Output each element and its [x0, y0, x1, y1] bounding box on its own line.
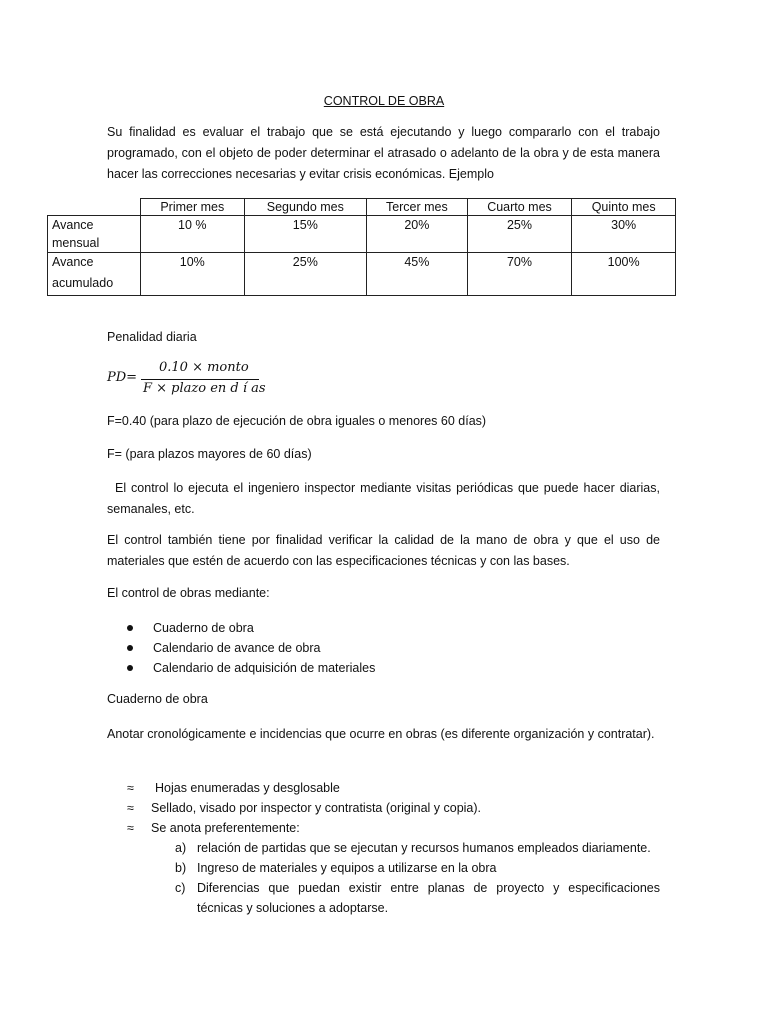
table-cell: 30%: [572, 216, 676, 253]
list-item: [127, 658, 375, 678]
table-cell: 20%: [367, 216, 468, 253]
mediante-heading: El control de obras mediante:: [107, 586, 270, 600]
table-cell: 100%: [572, 253, 676, 296]
cuaderno-heading: Cuaderno de obra: [107, 692, 208, 706]
table-cell: 10 %: [141, 216, 245, 253]
approx-icon: ≈: [127, 821, 134, 835]
approx-icon: ≈: [127, 801, 134, 815]
table-header: Tercer mes: [367, 199, 468, 216]
table-row: [48, 253, 676, 296]
table-cell: 25%: [244, 253, 366, 296]
list-item: [127, 638, 375, 658]
row-label-line: acumulado: [52, 276, 114, 290]
table-row: [48, 216, 676, 253]
list-item: [127, 798, 481, 818]
list-item-text: Sellado, visado por inspector y contratista (original y copia).: [151, 801, 482, 815]
table-cell: 70%: [467, 253, 572, 296]
row-label-line: mensual: [52, 236, 100, 250]
list-item-text: relación de partidas que se ejecutan y recursos humanos empleados diariamente.: [197, 841, 651, 855]
approx-icon: ≈: [127, 781, 134, 795]
formula-lhs: PD=: [107, 370, 138, 385]
table-cell: 25%: [467, 216, 572, 253]
list-item-text: Calendario de adquisición de materiales: [153, 661, 376, 675]
row-label: [48, 253, 141, 296]
progress-table: [47, 198, 676, 296]
list-item-text: Hojas enumeradas y desglosable: [155, 781, 340, 795]
table-header-row: [48, 199, 676, 216]
list-label: c): [175, 881, 186, 895]
table-cell: 10%: [141, 253, 245, 296]
intro-paragraph: Su finalidad es evaluar el trabajo que se está ejecutando y luego compararlo con el trabajo programado, con el objeto de poder determinar el atrasado o adelanto de la obra y de esta manera hacer las correcciones necesarias y evitar crisis económicas. Ejemplo: [107, 125, 660, 181]
list-item-text: Calendario de avance de obra: [153, 641, 321, 655]
list-item-text: Ingreso de materiales y equipos a utilizarse en la obra: [197, 861, 497, 875]
control-paragraph-1: El control lo ejecuta el ingeniero inspector mediante visitas periódicas que puede hacer diarias, semanales, etc.: [107, 481, 660, 516]
table-cell: 45%: [367, 253, 468, 296]
row-label-line: Avance: [52, 218, 94, 232]
penalidad-heading: Penalidad diaria: [107, 330, 197, 344]
row-label-line: Avance: [52, 255, 94, 269]
list-label: b): [175, 861, 187, 875]
formula-denominator: F × plazo en d í as: [143, 381, 266, 396]
control-paragraph-2: El control también tiene por finalidad verificar la calidad de la mano de obra y que el uso de materiales que estén de acuerdo con las especificaciones técnicas y con las bases.: [107, 533, 660, 568]
fraction-bar: [141, 379, 259, 380]
approx-list: [127, 778, 481, 838]
sub-list: [175, 838, 660, 918]
formula-numerator: 0.10 × monto: [159, 360, 249, 375]
table-header: Quinto mes: [572, 199, 676, 216]
list-item: [175, 838, 660, 858]
page-title: CONTROL DE OBRA: [323, 94, 445, 108]
row-label: [48, 216, 141, 253]
anotar-paragraph: Anotar cronológicamente e incidencias que ocurre en obras (es diferente organización y contratar).: [107, 727, 655, 741]
list-item: [175, 878, 660, 918]
f-line-1: F=0.40 (para plazo de ejecución de obra iguales o menores 60 días): [107, 414, 487, 428]
list-item-text: Cuaderno de obra: [153, 621, 254, 635]
table-header: Primer mes: [141, 199, 245, 216]
list-item-text: Diferencias que puedan existir entre planas de proyecto y especificaciones técnicas y soluciones a adoptarse.: [197, 881, 660, 915]
table-cell: 15%: [244, 216, 366, 253]
bullet-icon: [127, 645, 133, 651]
list-item: [127, 818, 481, 838]
bullet-list: [127, 618, 375, 678]
table-header: Segundo mes: [244, 199, 366, 216]
list-item: [127, 618, 375, 638]
list-item-text: Se anota preferentemente:: [151, 821, 300, 835]
bullet-icon: [127, 665, 133, 671]
f-line-2: F= (para plazos mayores de 60 días): [107, 447, 312, 461]
table-header: Cuarto mes: [467, 199, 572, 216]
table-corner-cell: [48, 199, 141, 216]
bullet-icon: [127, 625, 133, 631]
list-item: [127, 778, 481, 798]
list-item: [175, 858, 660, 878]
list-label: a): [175, 841, 187, 855]
